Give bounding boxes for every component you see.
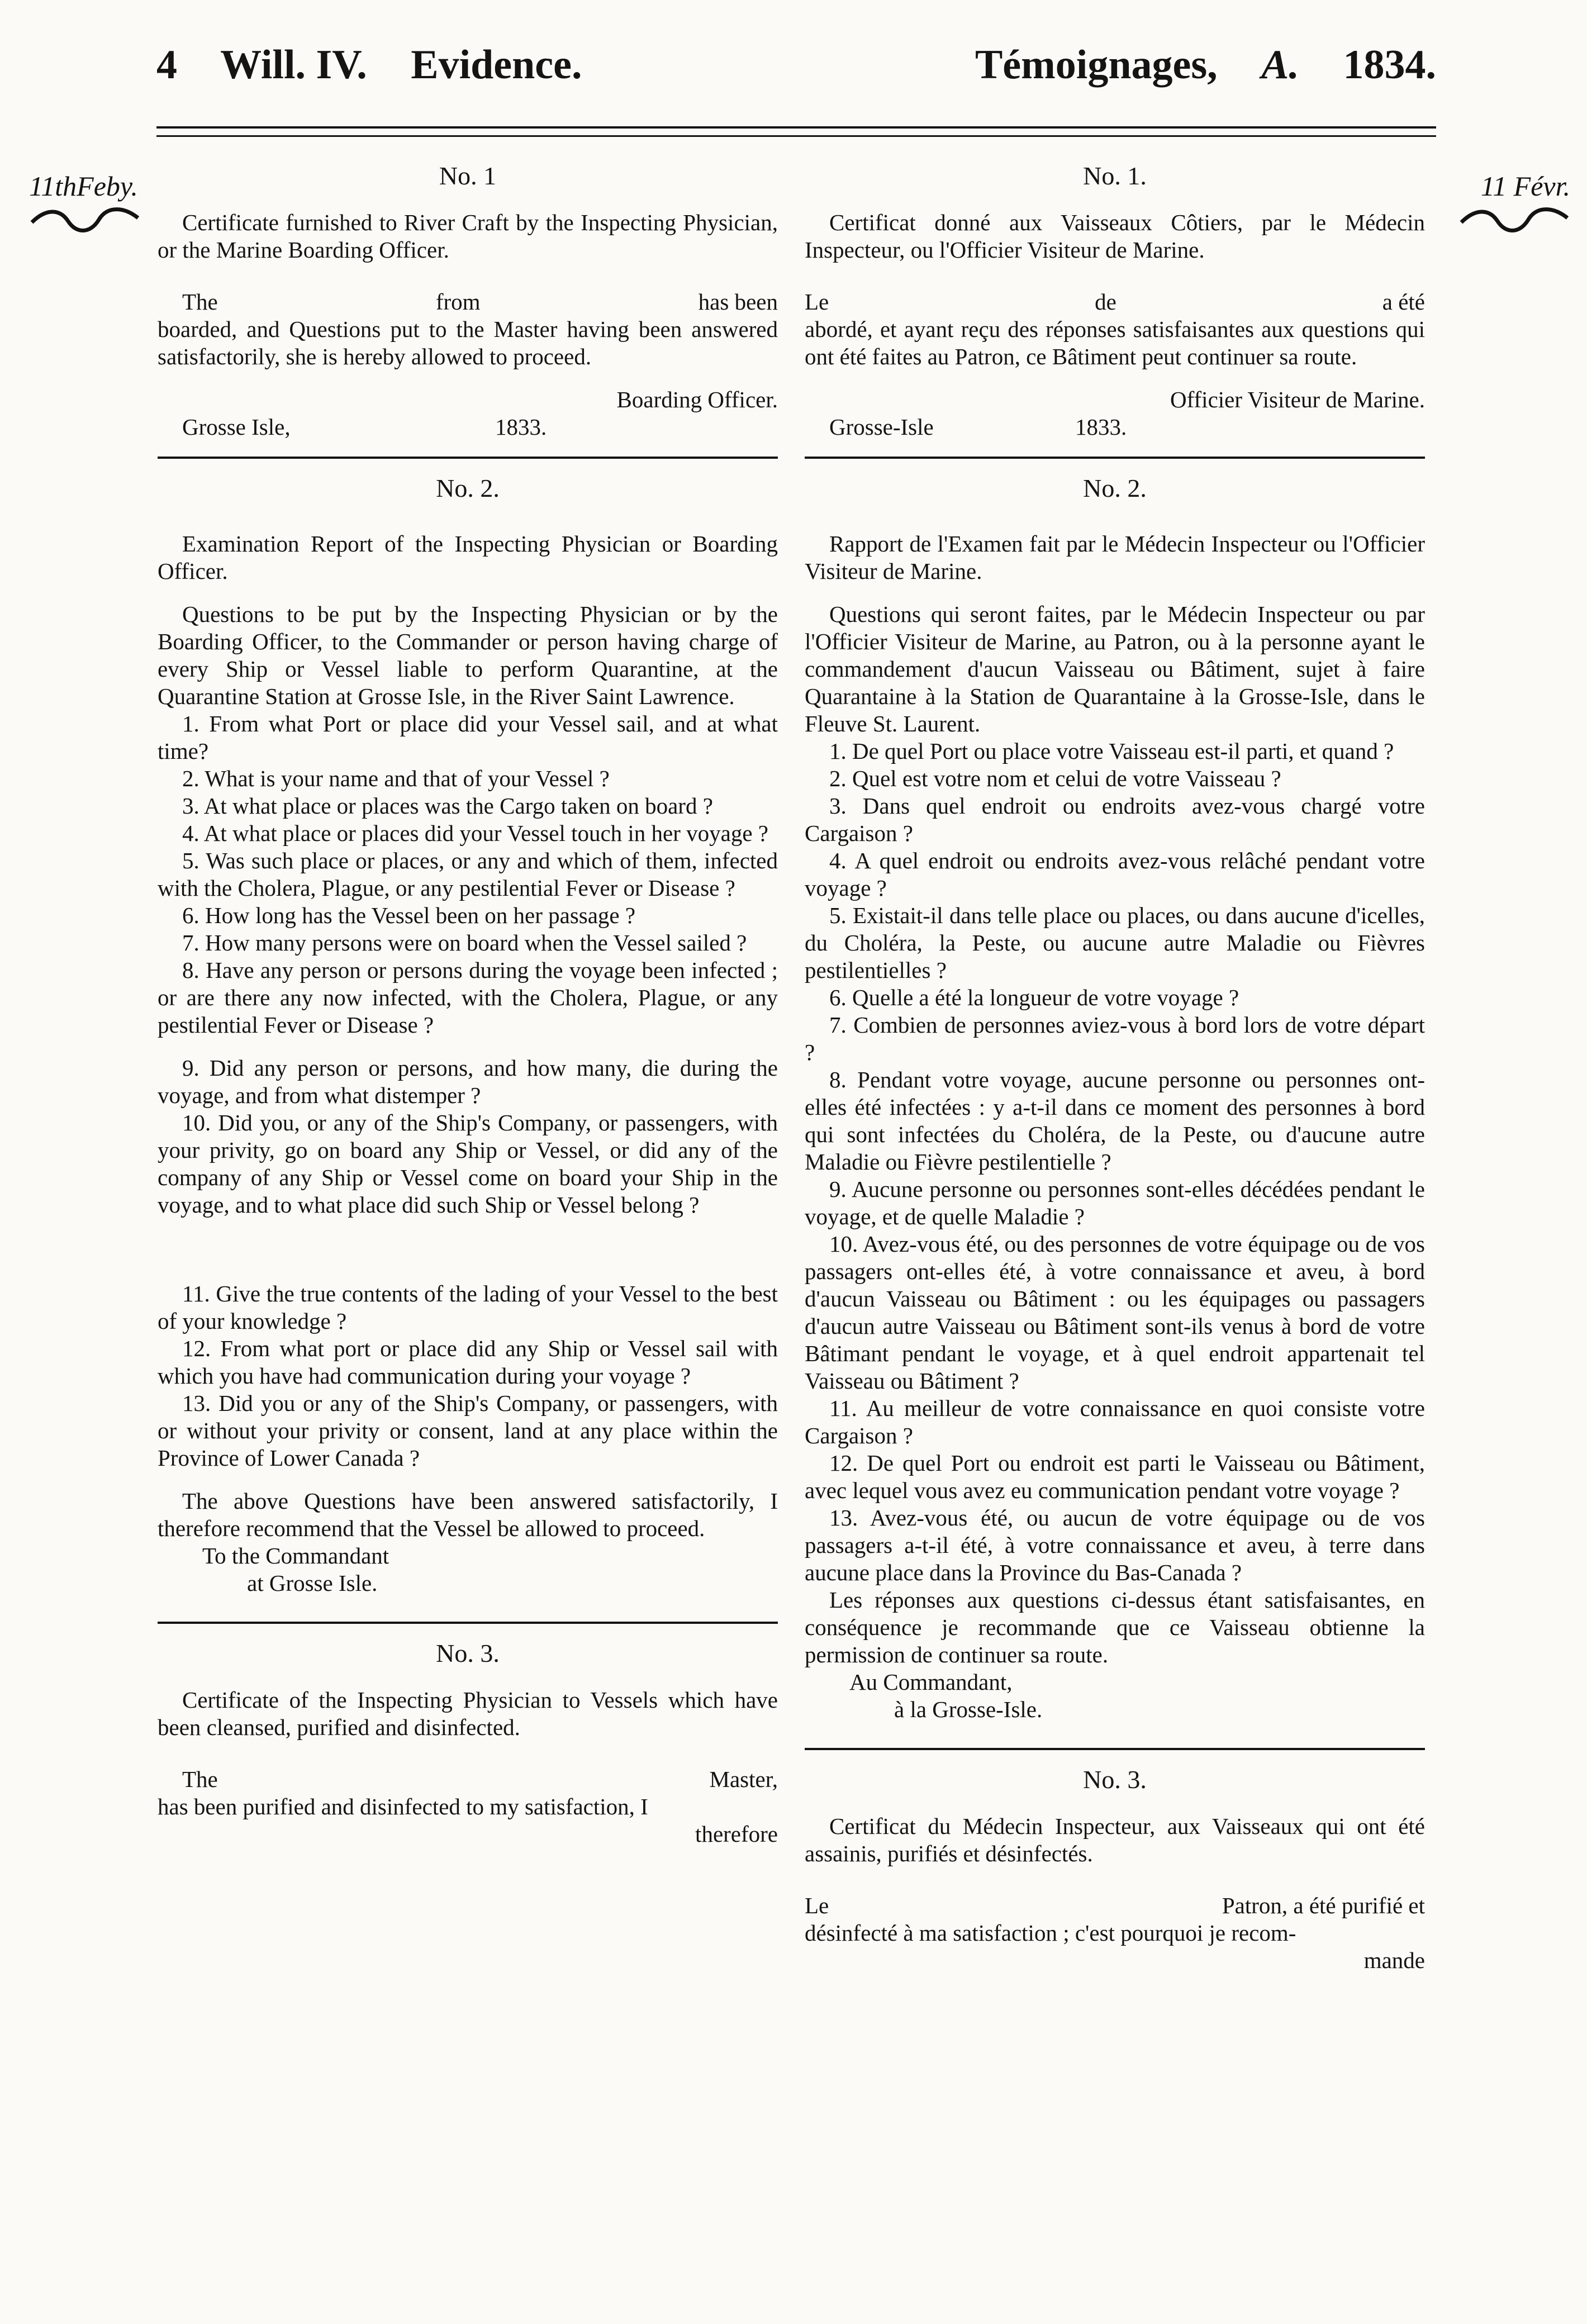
blank-form-line: Le de a été — [805, 289, 1425, 315]
regnal-year: Will. IV. — [220, 42, 367, 88]
form-body: abordé, et ayant reçu des réponses satisfaisantes aux questions qui ont été faites au Patron, ce Bâtiment peut continuer sa route. — [805, 316, 1425, 369]
header-rule-thick — [156, 126, 1436, 129]
question-item: 4. At what place or places did your Vessel touch in her voyage ? — [182, 820, 769, 846]
question-item: 13. Avez-vous été, ou aucun de votre équipage ou de vos passagers a-t-il été, à votre connaissance et aveu, à terre dans aucune place dans la Province du Bas-Canada ? — [805, 1505, 1425, 1585]
question-item: 4. A quel endroit ou endroits avez-vous relâché pendant votre voyage ? — [805, 848, 1425, 901]
question-item: 11. Give the true contents of the lading of your Vessel to the best of your knowledge ? — [158, 1281, 778, 1334]
question-item: 5. Existait-il dans telle place ou places, ou dans aucune d'icelles, du Choléra, la Peste, ou aucune autre Maladie ou Fièvres pestilentielles ? — [805, 902, 1425, 983]
question-item: 1. From what Port or place did your Vessel sail, and at what time? — [158, 711, 778, 764]
running-header-right — [975, 41, 1436, 108]
form-number: No. 1 — [439, 161, 497, 190]
report-conclusion: Les réponses aux questions ci-dessus étant satisfaisantes, en conséquence je recommande que ce Vaisseau obtienne la permission de continuer sa route. — [805, 1587, 1425, 1667]
swirl-ornament-icon — [29, 206, 141, 234]
question-item: 9. Aucune personne ou personnes sont-elles décédées pendant le voyage, et de quelle Maladie ? — [805, 1176, 1425, 1229]
margin-date-fr: 11 Févr. — [1480, 170, 1570, 202]
section-title-fr: Témoignages, — [975, 42, 1218, 88]
questions-intro: Questions to be put by the Inspecting Physician or by the Boarding Officer, to the Commander or person having charge of every Ship or Vessel liable to perform Quarantine, at the Quarantine Station at Grosse Isle, in the River Saint Lawrence. — [158, 601, 778, 709]
blank-form-line: The Master, — [182, 1766, 778, 1792]
question-item: 1. De quel Port ou place votre Vaisseau est-il parti, et quand ? — [829, 738, 1394, 764]
signature-line: Officier Visiteur de Marine. — [1170, 387, 1425, 412]
question-item: 2. What is your name and that of your Vessel ? — [182, 766, 610, 791]
form-title: Certificate of the Inspecting Physician to Vessels which have been cleansed, purified and disinfected. — [158, 1687, 778, 1740]
question-item: 2. Quel est votre nom et celui de votre Vaisseau ? — [829, 766, 1281, 791]
question-item: 3. Dans quel endroit ou endroits avez-vous chargé votre Cargaison ? — [805, 793, 1425, 846]
question-item: 11. Au meilleur de votre connaissance en quoi consiste votre Cargaison ? — [805, 1395, 1425, 1448]
place-date-line: Grosse-Isle 1833. — [829, 414, 1127, 440]
form-number: No. 3. — [1083, 1765, 1147, 1794]
addressee-line: Au Commandant, — [849, 1669, 1013, 1695]
blank-form-line: The from has been — [182, 289, 778, 315]
english-column — [158, 162, 778, 1848]
question-item: 9. Did any person or persons, and how many, die during the voyage, and from what distemper ? — [158, 1055, 778, 1108]
french-column — [805, 162, 1425, 1974]
question-item: 8. Pendant votre voyage, aucune personne ou personnes ont-elles été infectées : y a-t-il dans ce moment des personnes à bord qui sont infectées du Choléra, de la Peste, ou d'aucune autre Maladie ou Fièvre pestilentielle ? — [805, 1067, 1425, 1175]
form-title: Rapport de l'Examen fait par le Médecin Inspecteur ou l'Officier Visiteur de Marine. — [805, 531, 1425, 584]
question-item: 10. Did you, or any of the Ship's Company, or passengers, with your privity, go on board any Ship or Vessel, or did any of the company of any Ship or Vessel come on board your Ship in the voyage, and to what place did such Ship or Vessel belong ? — [158, 1110, 778, 1218]
swirl-ornament-icon — [1458, 206, 1570, 234]
question-item: 10. Avez-vous été, ou des personnes de votre équipage ou de vos passagers ont-elles été, à votre connaissance et aveu, à bord d'aucun Vaisseau ou Bâtiment : ou les équipages ou passagers d'aucun autre Vaisseau ou Bâtiment sont-ils venus à bord de votre Bâtimant pendant le voyage, et à quel endroit appartenait tel Vaisseau ou Bâtiment ? — [805, 1231, 1425, 1394]
form-body: has been purified and disinfected to my satisfaction, I — [158, 1794, 648, 1819]
blank-form-line: Le Patron, a été purifié et — [805, 1893, 1425, 1918]
question-item: 8. Have any person or persons during the voyage been infected ; or are there any now infected, with the Cholera, Plague, or any pestilential Fever or Disease ? — [158, 957, 778, 1038]
form-number: No. 2. — [1083, 474, 1147, 502]
margin-date-en: 11thFeby. — [29, 170, 138, 202]
catchword: therefore — [695, 1821, 778, 1847]
section-title-en: Evidence. — [411, 42, 582, 88]
question-item: 5. Was such place or places, or any and which of them, infected with the Cholera, Plague, or any pestilential Fever or Disease ? — [158, 848, 778, 901]
question-item: 7. How many persons were on board when the Vessel sailed ? — [182, 930, 747, 956]
catchword: mande — [1363, 1947, 1425, 1973]
form-number: No. 3. — [436, 1639, 500, 1667]
addressee-line: at Grosse Isle. — [247, 1570, 378, 1596]
question-item: 7. Combien de personnes aviez-vous à bord lors de votre départ ? — [805, 1012, 1425, 1065]
question-item: 12. De quel Port ou endroit est parti le Vaisseau ou Bâtiment, avec lequel vous avez eu communication pendant votre voyage ? — [805, 1450, 1425, 1503]
form-title: Certificat donné aux Vaisseaux Côtiers, par le Médecin Inspecteur, ou l'Officier Visiteur de Marine. — [805, 210, 1425, 263]
question-item: 6. How long has the Vessel been on her passage ? — [182, 902, 636, 928]
addressee-line: à la Grosse-Isle. — [894, 1696, 1043, 1722]
question-item: 6. Quelle a été la longueur de votre voyage ? — [829, 985, 1239, 1010]
signature-line: Boarding Officer. — [616, 387, 778, 412]
running-header-left — [156, 41, 615, 108]
place-date-line: Grosse Isle, 1833. — [182, 414, 547, 440]
header-rule-thin — [156, 135, 1436, 137]
form-number: No. 1. — [1083, 161, 1147, 190]
question-item: 3. At what place or places was the Cargo taken on board ? — [182, 793, 713, 819]
form-title: Certificat du Médecin Inspecteur, aux Vaisseaux qui ont été assainis, purifiés et désinfectés. — [805, 1813, 1425, 1866]
page-number: 4 — [156, 42, 177, 88]
report-conclusion: The above Questions have been answered satisfactorily, I therefore recommend that the Vessel be allowed to proceed. — [158, 1488, 778, 1541]
header-year: 1834. — [1343, 42, 1436, 88]
question-item: 12. From what port or place did any Ship or Vessel sail with which you have had communication during your voyage ? — [158, 1336, 778, 1389]
addressee-line: To the Commandant — [202, 1543, 389, 1569]
form-body: boarded, and Questions put to the Master having been answered satisfactorily, she is hereby allowed to proceed. — [158, 316, 778, 369]
questions-intro: Questions qui seront faites, par le Médecin Inspecteur ou par l'Officier Visiteur de Marine, au Patron, ou à la personne ayant le commandement d'aucun Vaisseau ou Bâtiment, sujet à faire Quarantaine à la Station de Quarantaine à la Grosse-Isle, dans le Fleuve St. Laurent. — [805, 601, 1425, 736]
series-letter: A. — [1261, 42, 1299, 88]
question-item: 13. Did you or any of the Ship's Company, or passengers, with or without your privity or consent, land at any place within the Province of Lower Canada ? — [158, 1390, 778, 1471]
form-number: No. 2. — [436, 474, 500, 502]
form-title: Certificate furnished to River Craft by the Inspecting Physician, or the Marine Boarding Officer. — [158, 210, 778, 263]
form-title: Examination Report of the Inspecting Physician or Boarding Officer. — [158, 531, 778, 584]
form-body: désinfecté à ma satisfaction ; c'est pourquoi je recom- — [805, 1920, 1296, 1946]
